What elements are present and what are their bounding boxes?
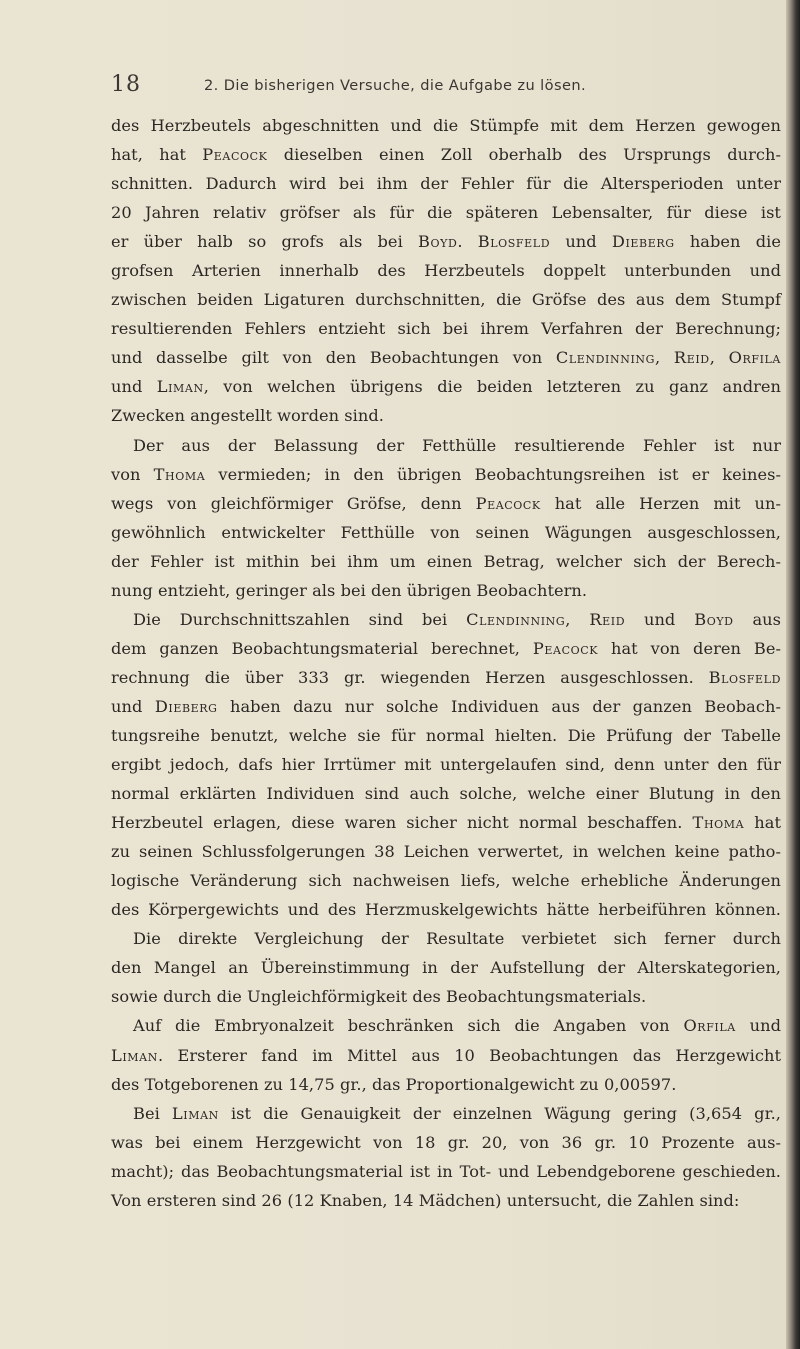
text-line (111, 198, 781, 227)
text-line (111, 372, 781, 401)
text-run: rechnung die über 333 gr. wiegenden Herzen ausgeschlossen. (111, 667, 709, 687)
text-line (111, 518, 781, 547)
text-line (111, 750, 781, 779)
text-run: aus (733, 609, 781, 629)
text-run: wegs von gleichförmiger Gröfse, denn (111, 493, 476, 513)
text-run: dieselben einen Zoll oberhalb des Ursprungs durch- (267, 145, 781, 165)
text-run: . (457, 232, 478, 252)
text-run: Die Durchschnittszahlen sind bei (133, 609, 467, 629)
text-run: des Totgeborenen zu 14,75 gr., das Proportionalgewicht zu 0,00597. (111, 1074, 677, 1094)
author-name: Thoma (153, 464, 206, 484)
text-line (111, 1128, 781, 1157)
body-text (111, 111, 781, 1215)
text-line (111, 605, 781, 634)
author-name: Dieberg (154, 696, 218, 716)
text-run: dem ganzen Beobachtungsmaterial berechnet, (111, 638, 533, 658)
running-title: 2. Die bisherigen Versuche, die Aufgabe zu lösen. (204, 77, 587, 94)
page-number: 18 (111, 72, 141, 97)
text-line (111, 140, 781, 169)
author-name: Boyd (694, 609, 734, 629)
text-run: nung entzieht, geringer als bei den übrigen Beobachtern. (111, 580, 588, 600)
text-run: macht); das Beobachtungsmaterial ist in Tot- und Lebendgeborene geschieden. (111, 1161, 781, 1181)
text-line (111, 721, 781, 750)
text-run: des Körpergewichts und des Herzmuskelgewichts hätte herbeiführen können. (111, 900, 781, 920)
author-name: Liman (171, 1103, 219, 1123)
author-name: Boyd (417, 232, 458, 252)
text-run: schnitten. Dadurch wird bei ihm der Fehler für die Altersperioden unter (111, 174, 781, 194)
author-name: Orfila (728, 348, 781, 368)
text-run: , von welchen übrigens die beiden letzteren zu ganz andren (203, 377, 782, 397)
text-run: was bei einem Herzgewicht von 18 gr. 20, von 36 gr. 10 Prozente aus- (111, 1132, 781, 1152)
text-line (111, 169, 781, 198)
text-run: Die direkte Vergleichung der Resultate verbietet sich ferner durch (133, 929, 781, 949)
text-run: Herzbeutel erlagen, diese waren sicher nicht normal beschaffen. (111, 813, 693, 833)
author-name: Blosfeld (708, 667, 781, 687)
author-name: Peacock (532, 638, 599, 658)
text-run: hat alle Herzen mit un- (540, 493, 781, 513)
text-line (111, 227, 781, 256)
text-run: und (111, 377, 157, 397)
text-run: Auf die Embryonalzeit beschränken sich die Angaben von (133, 1016, 684, 1036)
author-name: Reid (589, 609, 626, 629)
text-run: , (565, 609, 590, 629)
text-run: Zwecken angestellt worden sind. (111, 406, 384, 426)
text-run: tungsreihe benutzt, welche sie für normal hielten. Die Prüfung der Tabelle (111, 725, 781, 745)
text-run: , (655, 348, 674, 368)
text-run: sowie durch die Ungleichförmigkeit des Beobachtungsmaterials. (111, 987, 647, 1007)
text-line (111, 895, 781, 924)
author-name: Dieberg (611, 232, 675, 252)
text-line (111, 256, 781, 285)
author-name: Liman (156, 377, 204, 397)
text-run: ergibt jedoch, dafs hier Irrtümer mit untergelaufen sind, denn unter den für (111, 755, 781, 775)
text-line (111, 285, 781, 314)
text-run: zu seinen Schlussfolgerungen 38 Leichen verwertet, in welchen keine patho- (111, 842, 781, 862)
text-run: und (625, 609, 695, 629)
author-name: Clendinning (555, 348, 656, 368)
author-name: Blosfeld (477, 232, 551, 252)
text-line (111, 343, 781, 372)
text-line (111, 547, 781, 576)
text-line (111, 1070, 781, 1099)
author-name: Clendinning (466, 609, 566, 629)
text-run: . Ersterer fand im Mittel aus 10 Beobachtungen das Herzgewicht (157, 1045, 781, 1065)
text-run: von (111, 464, 154, 484)
text-run: hat von deren Be- (598, 638, 782, 658)
text-run: 20 Jahren relativ gröfser als für die späteren Lebensalter, für diese ist (111, 203, 781, 223)
text-run: der Fehler ist mithin bei ihm um einen Betrag, welcher sich der Berech- (111, 551, 781, 571)
text-line (111, 1157, 781, 1186)
text-line (111, 663, 781, 692)
page-header (111, 72, 748, 106)
text-run: und (550, 232, 612, 252)
text-run: , (709, 348, 729, 368)
text-line (111, 982, 781, 1011)
text-run: Bei (133, 1103, 172, 1123)
text-run: Von ersteren sind 26 (12 Knaben, 14 Mädchen) untersucht, die Zahlen sind: (111, 1190, 740, 1210)
text-line (111, 1011, 781, 1040)
text-line (111, 866, 781, 895)
text-run: Der aus der Belassung der Fetthülle resultierende Fehler ist nur (133, 435, 781, 455)
text-line (111, 576, 781, 605)
text-run: hat (744, 813, 781, 833)
text-line (111, 431, 781, 460)
text-run: gewöhnlich entwickelter Fetthülle von seinen Wägungen ausgeschlossen, (111, 522, 781, 542)
text-line (111, 634, 781, 663)
text-run: haben dazu nur solche Individuen aus der ganzen Beobach- (217, 696, 781, 716)
author-name: Thoma (692, 813, 745, 833)
text-run: logische Veränderung sich nachweisen liefs, welche erhebliche Änderungen (111, 871, 781, 891)
text-run: normal erklärten Individuen sind auch solche, welche einer Blutung in den (111, 784, 781, 804)
text-run: hat, hat (111, 145, 203, 165)
text-run: zwischen beiden Ligaturen durchschnitten, die Gröfse des aus dem Stumpf (111, 290, 781, 310)
text-run: haben die (674, 232, 781, 252)
text-run: den Mangel an Übereinstimmung in der Aufstellung der Alterskategorien, (111, 958, 781, 978)
text-line (111, 1099, 781, 1128)
text-line (111, 489, 781, 518)
author-name: Orfila (683, 1016, 736, 1036)
author-name: Reid (673, 348, 710, 368)
text-line (111, 837, 781, 866)
text-run: er über halb so grofs als bei (111, 232, 418, 252)
text-line (111, 953, 781, 982)
text-line (111, 314, 781, 343)
text-line (111, 460, 781, 489)
text-line (111, 924, 781, 953)
text-run: und (735, 1016, 781, 1036)
text-run: ist die Genauigkeit der einzelnen Wägung gering (3,654 gr., (218, 1103, 781, 1123)
author-name: Liman (111, 1045, 158, 1065)
text-run: des Herzbeutels abgeschnitten und die Stümpfe mit dem Herzen gewogen (111, 116, 781, 135)
text-line (111, 808, 781, 837)
text-line (111, 401, 781, 430)
text-line (111, 692, 781, 721)
text-run: grofsen Arterien innerhalb des Herzbeutels doppelt unterbunden und (111, 261, 781, 281)
author-name: Peacock (475, 493, 541, 513)
text-run: und (111, 696, 155, 716)
text-line (111, 1186, 781, 1215)
author-name: Peacock (202, 145, 268, 165)
text-line (111, 1041, 781, 1070)
text-run: resultierenden Fehlers entzieht sich bei ihrem Verfahren der Berechnung; (111, 319, 781, 339)
text-line (111, 779, 781, 808)
page-edge (786, 0, 800, 1349)
text-line (111, 111, 781, 140)
text-run: vermieden; in den übrigen Beobachtungsreihen ist er keines- (205, 464, 781, 484)
text-run: und dasselbe gilt von den Beobachtungen von (111, 348, 556, 368)
